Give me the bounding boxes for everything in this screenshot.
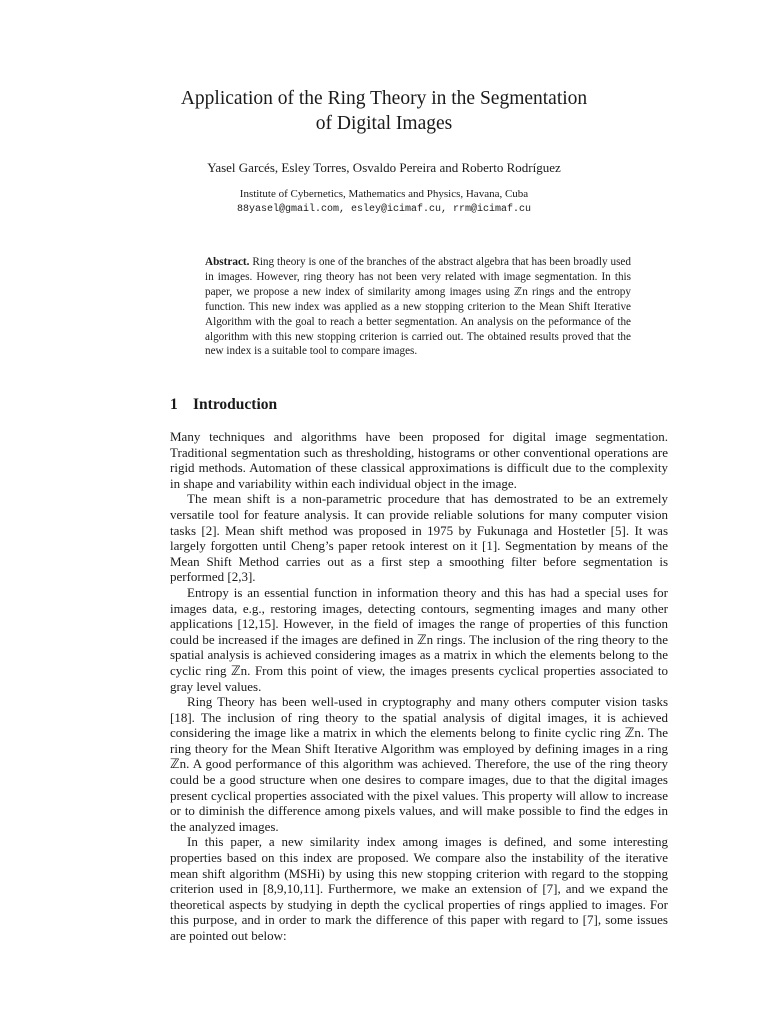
body-paragraph: Entropy is an essential function in information theory and this has had a special uses for images data, e.g., restoring images, detecting contours, segmenting images and many other applications [12,15]. However, in the field of images the range of properties of this function could be increased if the images are defined in ℤn rings. The inclusion of the ring theory to the spatial analysis is achieved considering images as a matrix in which the elements belong to the cyclic ring ℤn. From this point of view, the images presents cyclical properties associated to gray level values. xyxy=(170,584,668,694)
email-link-1[interactable]: 88yasel@gmail.com xyxy=(236,204,339,215)
paper-title xyxy=(150,86,618,136)
email-list xyxy=(150,203,618,217)
email-separator: , xyxy=(441,204,454,215)
section-heading xyxy=(170,395,277,415)
body-paragraph: The mean shift is a non-parametric procedure that has demostrated to be an extremely versatile tool for feature analysis. It can provide reliable solutions for many computer vision tasks [2]. Mean shift method was proposed in 1975 by Fukunaga and Hostetler [5]. It was largely forgotten until Cheng’s paper retook interest on it [1]. Segmentation by means of the Mean Shift Method carries out as a first step a smoothing filter before segmentation is performed [2,3]. xyxy=(170,491,668,585)
email-link-3[interactable]: rrm@icimaf.cu xyxy=(453,204,532,215)
section-number: 1 xyxy=(170,396,178,413)
section-title: Introduction xyxy=(193,396,278,413)
abstract xyxy=(205,255,631,359)
body-paragraph: Many techniques and algorithms have been proposed for digital image segmentation. Traditional segmentation such as thresholding, histograms or other conventional operations are rigid methods. Automation of these classical approximations is difficult due to the complexity in shape and variability within each individual object in the image. xyxy=(170,429,668,491)
title-line-1: Application of the Ring Theory in the Segmentation xyxy=(180,88,588,109)
author-list: Yasel Garcés, Esley Torres, Osvaldo Pereira and Roberto Rodríguez xyxy=(207,160,561,175)
body-paragraph: Ring Theory has been well-used in cryptography and many others computer vision tasks [18]. The inclusion of ring theory to the spatial analysis of digital images, it is achieved considering the image like a matrix in which the elements belong to finite cyclic ring ℤn. The ring theory for the Mean Shift Iterative Algorithm was employed by defining images in a ring ℤn. A good performance of this algorithm was achieved. Therefore, the use of the ring theory could be a good structure when one desires to compare images, due to that the digital images present cyclical properties associated with the pixel values. This property will allow to increase or to diminish the difference among pixels values, and will make possible to find the edges in the analyzed images. xyxy=(170,694,668,834)
abstract-text: Ring theory is one of the branches of the abstract algebra that has been broadly used in images. However, ring theory has not been very related with image segmentation. In this paper, we propose a new index of similarity among images using ℤn rings and the entropy function. This new index was applied as a new stopping criterion to the Mean Shift Iterative Algorithm with the goal to reach a better segmentation. An analysis on the peformance of the algorithm with this new stopping criterion is carried out. The obtained results proved that the new index is a suitable tool to compare images. xyxy=(205,256,631,358)
email-separator: , xyxy=(338,204,351,215)
body-paragraph: In this paper, a new similarity index among images is defined, and some interesting properties based on this index are proposed. We compare also the instability of the iterative mean shift algorithm (MSHi) by using this new stopping criterion with regard to the stopping criterion used in [8,9,10,11]. Furthermore, we make an extension of [7], and we expand the theoretical aspects by studying in depth the cyclical properties of rings applied to images. For this purpose, and in order to mark the difference of this paper with regard to [7], some issues are pointed out below: xyxy=(170,834,668,943)
abstract-label: Abstract. xyxy=(205,256,250,268)
title-line-2: of Digital Images xyxy=(315,113,453,134)
affiliation: Institute of Cybernetics, Mathematics and Physics, Havana, Cuba xyxy=(239,188,529,200)
section-body xyxy=(170,429,668,944)
email-link-2[interactable]: esley@icimaf.cu xyxy=(351,204,442,215)
